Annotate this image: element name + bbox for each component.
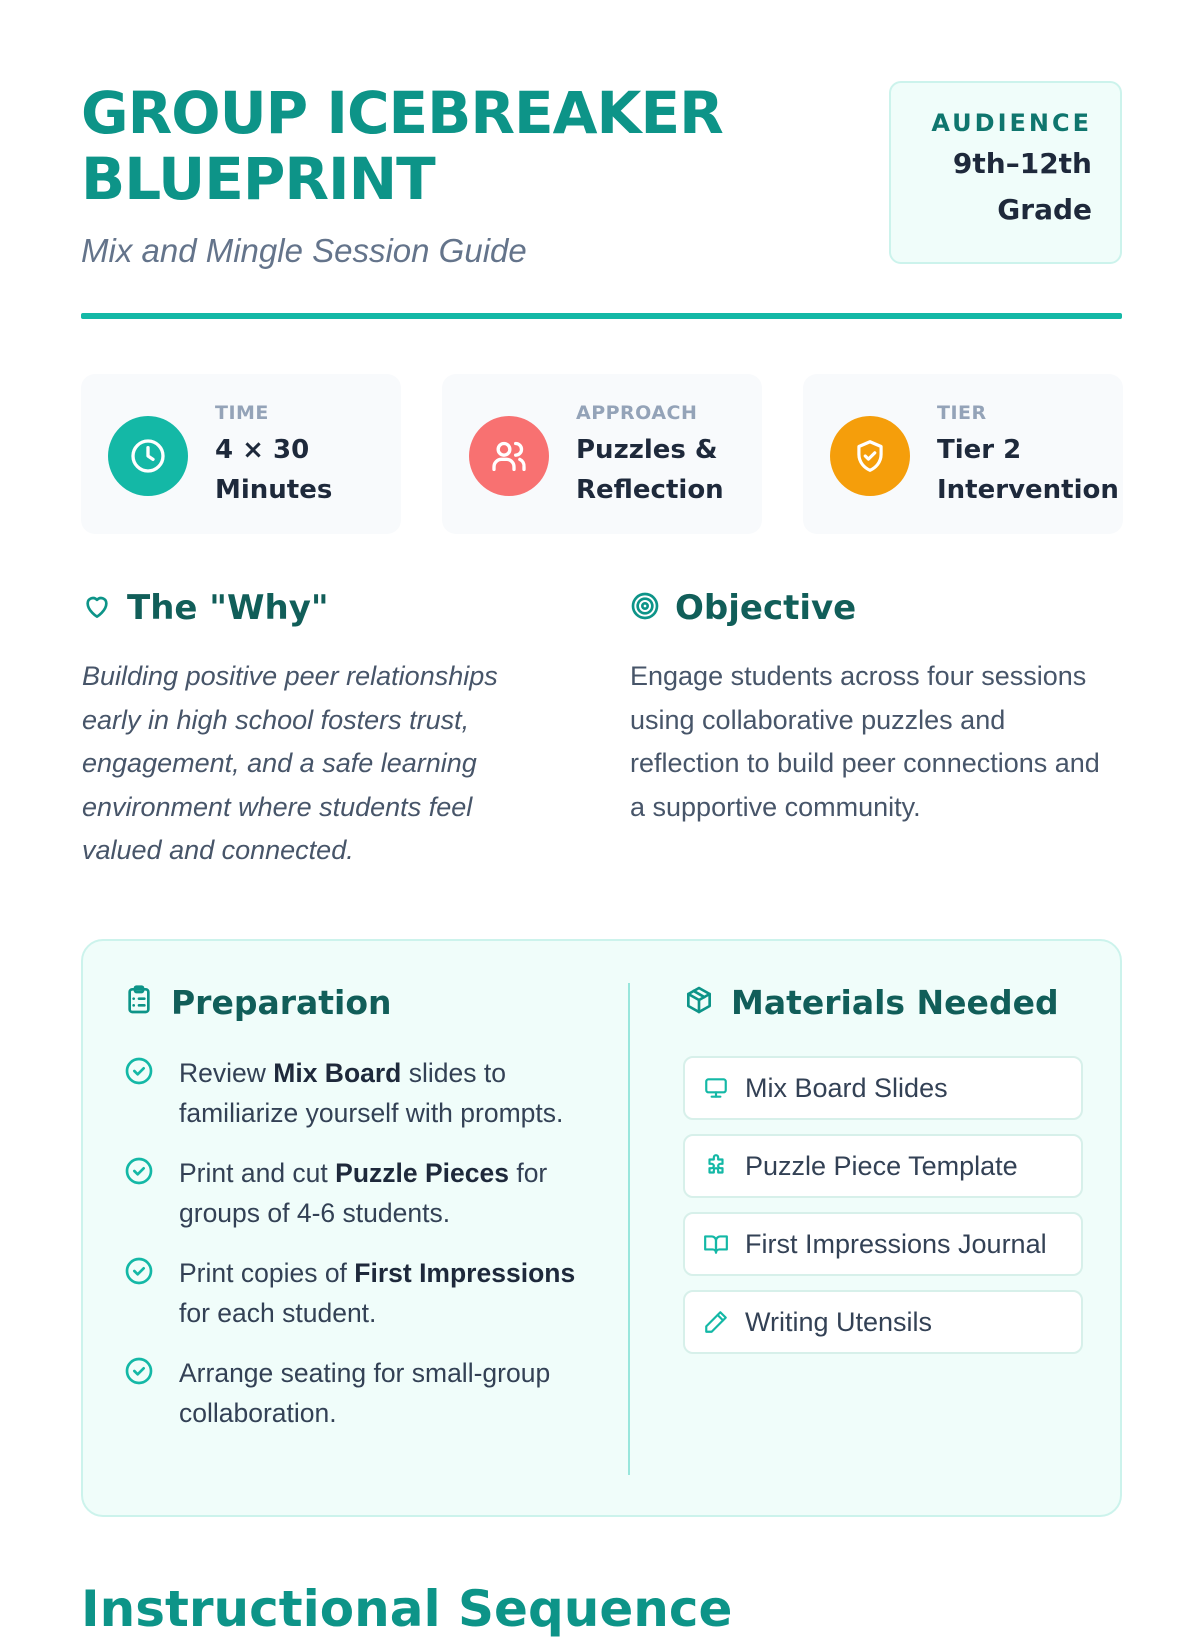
material-item bbox=[683, 1134, 1083, 1198]
heart-icon bbox=[81, 590, 113, 627]
list-item-text: Print copies of First Impressions for each student. bbox=[179, 1258, 576, 1328]
material-item bbox=[683, 1290, 1083, 1354]
page-title: GROUP ICEBREAKER BLUEPRINT bbox=[81, 79, 723, 213]
stat-label: APPROACH bbox=[576, 402, 698, 424]
material-label: Writing Utensils bbox=[745, 1307, 933, 1337]
page-subtitle: Mix and Mingle Session Guide bbox=[81, 232, 527, 269]
material-item bbox=[683, 1212, 1083, 1276]
materials-heading-text: Materials Needed bbox=[731, 983, 1059, 1022]
monitor-icon bbox=[703, 1075, 731, 1101]
material-label: First Impressions Journal bbox=[745, 1229, 1047, 1259]
pencil-icon bbox=[703, 1309, 731, 1335]
stat-label: TIME bbox=[215, 402, 269, 424]
stat-value: Tier 2 Intervention bbox=[937, 435, 1119, 505]
puzzle-icon bbox=[703, 1153, 731, 1179]
check-circle-icon bbox=[123, 1255, 157, 1292]
audience-label: AUDIENCE bbox=[931, 109, 1092, 137]
list-item bbox=[123, 1153, 583, 1233]
list-item-text: Arrange seating for small-group collaboration. bbox=[179, 1358, 551, 1428]
stat-value: Puzzles & Reflection bbox=[576, 435, 724, 505]
package-icon bbox=[683, 984, 715, 1021]
audience-value: 9th–12th Grade bbox=[952, 147, 1092, 226]
prep-materials-panel bbox=[81, 939, 1122, 1517]
shield-check-icon bbox=[830, 416, 910, 496]
list-item bbox=[123, 1353, 583, 1433]
check-circle-icon bbox=[123, 1355, 157, 1392]
check-circle-icon bbox=[123, 1055, 157, 1092]
clock-icon bbox=[108, 416, 188, 496]
book-icon bbox=[703, 1231, 731, 1257]
why-heading-text: The "Why" bbox=[127, 588, 329, 628]
materials-heading bbox=[683, 983, 1059, 1022]
stat-card-tier bbox=[803, 374, 1123, 534]
audience-card bbox=[889, 81, 1122, 264]
list-item-text: Print and cut Puzzle Pieces for groups of 4-6 students. bbox=[179, 1158, 548, 1228]
check-circle-icon bbox=[123, 1155, 157, 1192]
material-label: Mix Board Slides bbox=[745, 1073, 948, 1103]
material-item bbox=[683, 1056, 1083, 1120]
objective-heading bbox=[629, 588, 856, 628]
objective-heading-text: Objective bbox=[675, 588, 857, 628]
why-heading bbox=[81, 588, 329, 628]
why-text: Building positive peer relationships early in high school fosters trust, engagement, and a safe learning environment where students feel valued and connected. bbox=[82, 661, 498, 865]
list-item-text: Review Mix Board slides to familiarize yourself with prompts. bbox=[179, 1058, 564, 1128]
objective-text: Engage students across four sessions using collaborative puzzles and reflection to build peer connections and a supportive community. bbox=[630, 661, 1100, 822]
panel-divider bbox=[628, 983, 630, 1475]
preparation-heading bbox=[123, 983, 392, 1022]
instructional-sequence-heading: Instructional Sequence bbox=[81, 1580, 733, 1638]
stat-value: 4 × 30 Minutes bbox=[215, 435, 333, 505]
stat-card-time bbox=[81, 374, 401, 534]
preparation-list bbox=[123, 1053, 583, 1453]
preparation-heading-text: Preparation bbox=[171, 983, 392, 1022]
materials-list bbox=[683, 1056, 1083, 1368]
list-item bbox=[123, 1053, 583, 1133]
stat-label: TIER bbox=[937, 402, 987, 424]
material-label: Puzzle Piece Template bbox=[745, 1151, 1018, 1181]
header-divider bbox=[81, 313, 1122, 319]
target-icon bbox=[629, 590, 661, 627]
users-icon bbox=[469, 416, 549, 496]
clipboard-icon bbox=[123, 983, 155, 1022]
stat-card-approach bbox=[442, 374, 762, 534]
list-item bbox=[123, 1253, 583, 1333]
